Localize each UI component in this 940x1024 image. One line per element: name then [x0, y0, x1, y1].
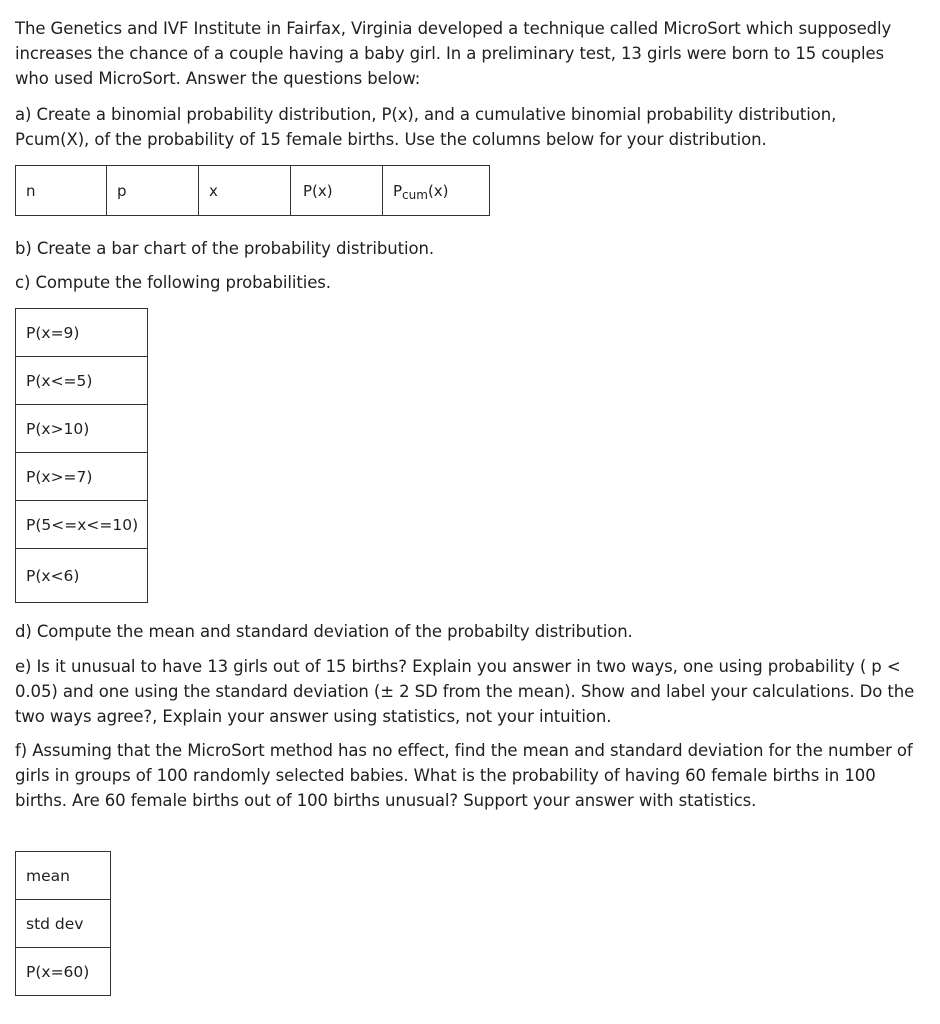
stat-cell: mean [16, 852, 111, 900]
prob-cell: P(x>=7) [16, 453, 148, 501]
stats-table [15, 851, 111, 996]
stat-cell: std dev [16, 900, 111, 948]
column-p: p [107, 166, 199, 216]
table-row [16, 501, 148, 549]
prob-cell: P(x>10) [16, 405, 148, 453]
column-pcum [383, 166, 490, 216]
column-x: x [199, 166, 291, 216]
table-row [16, 852, 111, 900]
intro-paragraph: The Genetics and IVF Institute in Fairfax, Virginia developed a technique called MicroSort which supposedly increases the chance of a couple having a baby girl. In a preliminary test, 13 girls were born to 15 couples who used MicroSort. Answer the questions below: [15, 19, 892, 88]
pcum-main: P [393, 181, 403, 200]
prob-cell: P(x=9) [16, 309, 148, 357]
question-d: d) Compute the mean and standard deviation of the probabilty distribution. [15, 622, 633, 641]
table-row [16, 453, 148, 501]
question-f: f) Assuming that the MicroSort method has no effect, find the mean and standard deviation for the number of girls in groups of 100 randomly selected babies. What is the probability of having 60 female births in 100 births. Are 60 female births out of 100 births unusual? Support your answer with statistics. [15, 741, 913, 810]
column-px: P(x) [291, 166, 383, 216]
table-row [16, 900, 111, 948]
question-a: a) Create a binomial probability distribution, P(x), and a cumulative binomial probability distribution, Pcum(X), of the probability of 15 female births. Use the columns below for your distribution. [15, 105, 837, 149]
pcum-subscript: cum [402, 187, 428, 202]
question-c: c) Compute the following probabilities. [15, 273, 331, 292]
prob-cell: P(5<=x<=10) [16, 501, 148, 549]
table-row [16, 309, 148, 357]
table-row [16, 549, 148, 603]
column-n: n [16, 166, 107, 216]
question-e: e) Is it unusual to have 13 girls out of 15 births? Explain you answer in two ways, one using probability ( p < 0.05) and one using the standard deviation (± 2 SD from the mean). Show and label your calculations. Do the two ways agree?, Explain your answer using statistics, not your intuition. [15, 657, 915, 726]
distribution-table [15, 165, 490, 216]
table-row [16, 948, 111, 996]
distribution-header-row [16, 166, 490, 216]
table-row [16, 405, 148, 453]
prob-cell: P(x<=5) [16, 357, 148, 405]
table-row [16, 357, 148, 405]
prob-cell: P(x<6) [16, 549, 148, 603]
question-b: b) Create a bar chart of the probability distribution. [15, 239, 434, 258]
probabilities-table [15, 308, 148, 603]
stat-cell: P(x=60) [16, 948, 111, 996]
pcum-arg: (x) [427, 181, 449, 200]
